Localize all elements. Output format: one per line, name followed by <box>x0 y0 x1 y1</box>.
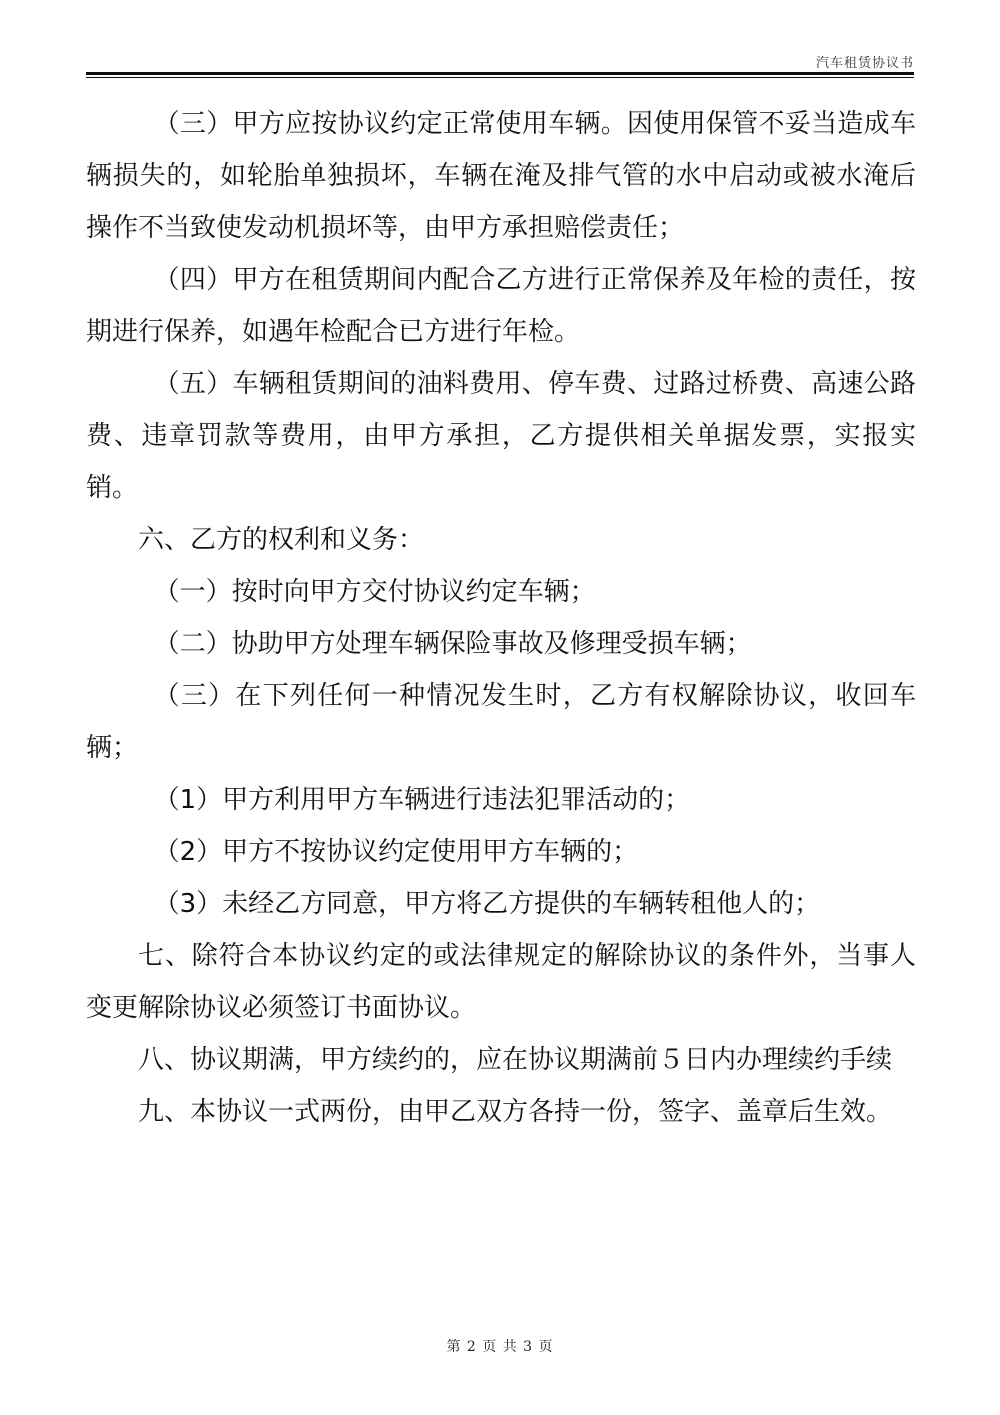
clause-6-3: （三）在下列任何一种情况发生时，乙方有权解除协议，收回车辆； <box>86 681 916 763</box>
clause-5-4: （四）甲方在租赁期间内配合乙方进行正常保养及年检的责任，按期进行保养，如遇年检配合已方进行年检。 <box>86 265 916 347</box>
document-body <box>86 98 916 1138</box>
clause-5-3: （三）甲方应按协议约定正常使用车辆。因使用保管不妥当造成车辆损失的，如轮胎单独损坏，车辆在淹及排气管的水中启动或被水淹后操作不当致使发动机损坏等，由甲方承担赔偿责任； <box>86 109 916 243</box>
section-8: 八、协议期满，甲方续约的，应在协议期满前５日内办理续约手续 <box>138 1045 893 1075</box>
clause-5-5: （五）车辆租赁期间的油料费用、停车费、过路过桥费、高速公路费、违章罚款等费用，由甲方承担，乙方提供相关单据发票，实报实销。 <box>86 369 916 503</box>
clause-6-3-item-3: （3）未经乙方同意，甲方将乙方提供的车辆转租他人的； <box>153 889 821 919</box>
document-title: 汽车租赁协议书 <box>815 56 914 71</box>
section-9: 九、本协议一式两份，由甲乙双方各持一份，签字、盖章后生效。 <box>138 1097 893 1127</box>
clause-6-1: （一）按时向甲方交付协议约定车辆； <box>153 577 596 607</box>
clause-6-2: （二）协助甲方处理车辆保险事故及修理受损车辆； <box>153 629 752 659</box>
page-number: 第 2 页 共 3 页 <box>446 1339 554 1355</box>
header-divider-thick <box>86 72 914 75</box>
clause-6-3-item-1: （1）甲方利用甲方车辆进行违法犯罪活动的； <box>153 785 691 815</box>
header-divider-thin <box>86 77 914 78</box>
section-6-heading: 六、乙方的权利和义务： <box>138 525 425 555</box>
section-7: 七、除符合本协议约定的或法律规定的解除协议的条件外，当事人变更解除协议必须签订书面协议。 <box>86 941 916 1023</box>
clause-6-3-item-2: （2）甲方不按协议约定使用甲方车辆的； <box>153 837 639 867</box>
